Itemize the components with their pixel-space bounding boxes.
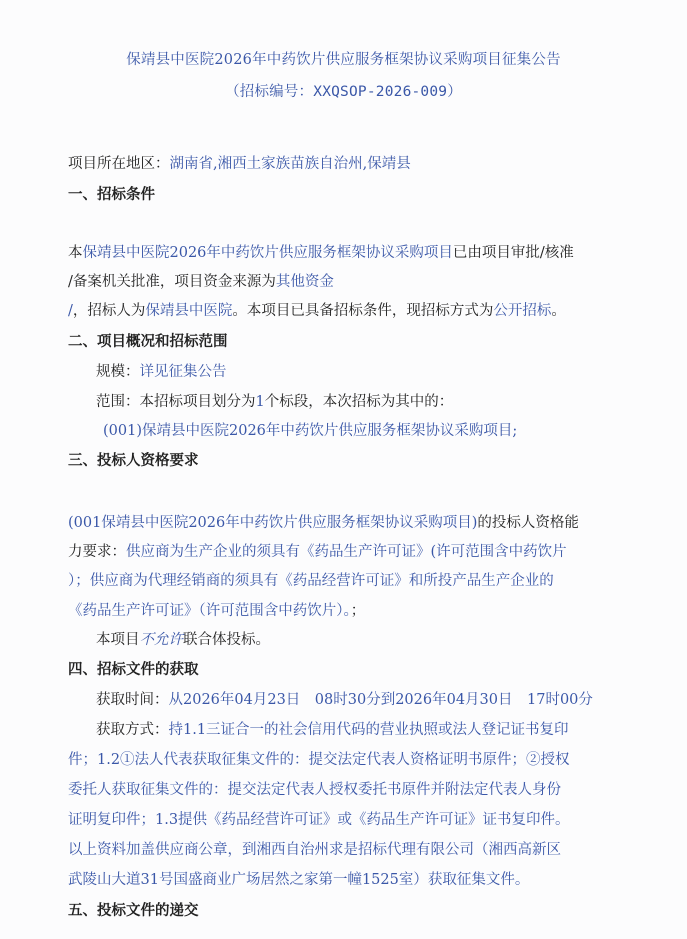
joint-bid-row [96,628,270,649]
lot-item: (001)保靖县中医院2026年中药饮片供应服务框架协议采购项目; [103,423,518,439]
section-3-heading: 三、投标人资格要求 [68,453,199,469]
obtain-way-line-6: 武陵山大道31号国盛商业广场居然之家第一幢1525室）获取征集文件。 [68,872,530,888]
range-text: 个标段，本次招标为其中的： [264,394,454,410]
s1-paragraph-line-1 [68,241,574,262]
section-1-heading: 一、招标条件 [68,187,155,203]
qualification-req: 《药品生产许可证》（许可范围含中药饮片）。 [68,603,351,619]
obtain-time-value: 从2026年04月23日 08时30分到2026年04月30日 17时00分 [168,692,593,708]
joint-status: 不允许 [139,632,183,648]
joint-text: 本项目 [96,632,140,648]
section-4-heading: 四、招标文件的获取 [68,662,199,678]
location-value: 湖南省,湘西土家族苗族自治州,保靖县 [169,156,411,172]
bid-code-value: XXQSOP-2026-009 [313,84,448,100]
s1-text: /备案机关批准，项目资金来源为 [68,274,276,290]
qualification-line-3: ）；供应商为代理经销商的须具有《药品经营许可证》和所投产品生产企业的 [68,573,554,589]
lot-count: 1 [255,394,265,410]
qualification-line-2 [68,540,567,561]
obtain-time-row [96,688,593,709]
s1-paragraph-line-2 [68,270,334,291]
qualification-lot: (001保靖县中医院2026年中药饮片供应服务框架协议采购项目) [68,515,478,531]
obtain-way-line-3: 委托人获取征集文件的：提交法定代表人授权委托书原件并附法定代表人身份 [68,782,561,798]
obtain-time-label: 获取时间： [96,692,169,708]
s1-text: ，招标人为 [72,303,146,319]
scale-value: 详见征集公告 [139,364,227,380]
section-2-heading: 二、项目概况和招标范围 [68,334,228,350]
obtain-way-line-5: 以上资料加盖供应商公章，到湘西自治州求是招标代理有限公司（湘西高新区 [68,842,561,858]
scale-label: 规模： [96,364,140,380]
s1-paragraph-line-3 [68,299,566,320]
range-row [96,390,453,411]
fund-source: 其他资金 [275,274,334,290]
obtain-way-label: 获取方式： [96,722,169,738]
qualification-text: ； [350,603,366,619]
qualification-text: 的投标人资格能 [477,515,579,531]
bid-code-suffix: ） [447,84,462,100]
s1-text: 本 [68,245,83,261]
scale-row [96,360,227,381]
qualification-text: 力要求： [68,544,126,560]
joint-text: 联合体投标。 [183,632,270,648]
tenderer: 保靖县中医院 [145,303,233,319]
obtain-way-row [96,718,569,739]
tender-method: 公开招标 [493,303,552,319]
obtain-way-line-2: 件；1.2①法人代表获取征集文件的：提交法定代表人资格证明书原件；②授权 [68,752,570,768]
section-5-heading: 五、投标文件的递交 [68,903,199,919]
qualification-line-1 [68,511,579,532]
obtain-way-line-4: 证明复印件；1.3提供《药品经营许可证》或《药品生产许可证》证书复印件。 [68,812,570,828]
s1-text: 已由项目审批/核准 [452,245,574,261]
s1-text: 。本项目已具备招标条件，现招标方式为 [232,303,494,319]
fund-source-tail: / [68,303,73,319]
bid-code-prefix: （招标编号： [225,84,314,100]
location-row [68,152,411,173]
range-text: 范围：本招标项目划分为 [96,394,256,410]
project-name: 保靖县中医院2026年中药饮片供应服务框架协议采购项目 [82,245,453,261]
location-label: 项目所在地区： [68,156,170,172]
s1-text: 。 [551,303,566,319]
bid-code [0,80,687,101]
qualification-line-4 [68,599,365,620]
obtain-way-text: 持1.1三证合一的社会信用代码的营业执照或法人登记证书复印 [168,722,569,738]
qualification-req: 供应商为生产企业的须具有《药品生产许可证》(许可范围含中药饮片 [126,544,567,560]
page-title: 保靖县中医院2026年中药饮片供应服务框架协议采购项目征集公告 [126,52,561,68]
